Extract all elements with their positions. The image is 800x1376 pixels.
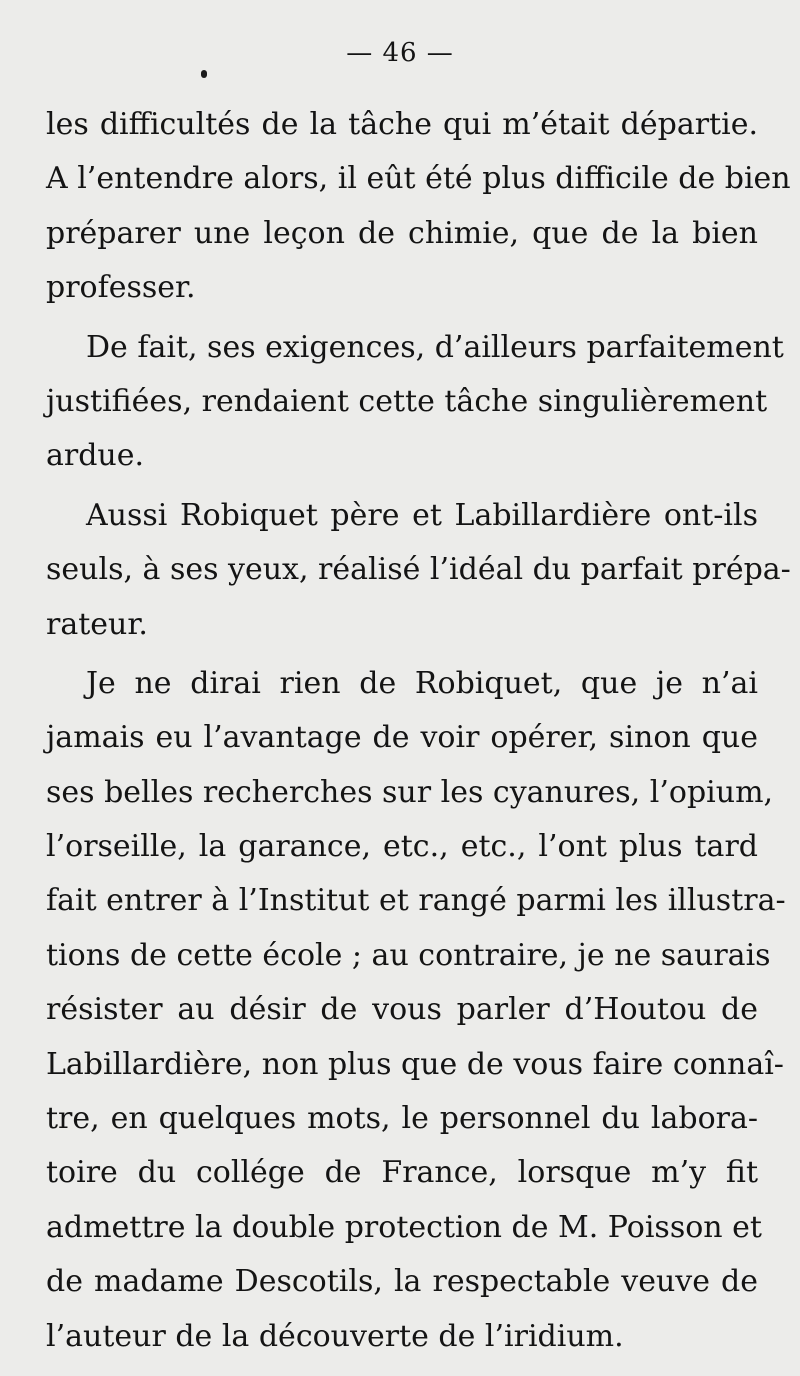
text-line: les difficultés de la tâche qui m’était départie. <box>46 107 758 142</box>
text-line: admettre la double protection de M. Poisson et <box>46 1209 762 1245</box>
text-line: justifiées, rendaient cette tâche singulièrement <box>46 383 768 419</box>
text-line: ardue. <box>46 438 145 474</box>
page-number: — 46 — <box>346 38 454 68</box>
text-line: l’auteur de la découverte de l’iridium. <box>46 1318 624 1354</box>
text-line: tre, en quelques mots, le personnel du labora- <box>46 1101 758 1137</box>
text-line: Aussi Robiquet père et Labillardière ont-ils <box>86 497 758 533</box>
text-line: A l’entendre alors, il eût été plus difficile de bien <box>46 161 791 197</box>
text-line: professer. <box>46 270 196 306</box>
ink-speck <box>201 70 207 78</box>
text-line: Je ne dirai rien de Robiquet, que je n’ai <box>86 665 758 701</box>
text-line: jamais eu l’avantage de voir opérer, sinon que <box>46 720 758 756</box>
text-line: De fait, ses exigences, d’ailleurs parfaitement <box>86 329 784 365</box>
text-line: Labillardière, non plus que de vous faire connaî- <box>46 1046 784 1082</box>
text-line: toire du collége de France, lorsque m’y fit <box>46 1155 758 1191</box>
text-line: seuls, à ses yeux, réalisé l’idéal du parfait prépa- <box>46 552 791 588</box>
text-line: ses belles recherches sur les cyanures, l’opium, <box>46 774 774 810</box>
text-line: fait entrer à l’Institut et rangé parmi les illustra- <box>46 883 786 919</box>
text-line: résister au désir de vous parler d’Houtou de <box>46 992 758 1028</box>
text-line: l’orseille, la garance, etc., etc., l’ont plus tard <box>46 829 758 865</box>
text-line: tions de cette école ; au contraire, je ne saurais <box>46 937 771 973</box>
text-line: préparer une leçon de chimie, que de la bien <box>46 215 758 251</box>
text-line: de madame Descotils, la respectable veuve de <box>46 1264 758 1300</box>
text-line: rateur. <box>46 606 148 642</box>
page-body <box>46 98 791 1364</box>
